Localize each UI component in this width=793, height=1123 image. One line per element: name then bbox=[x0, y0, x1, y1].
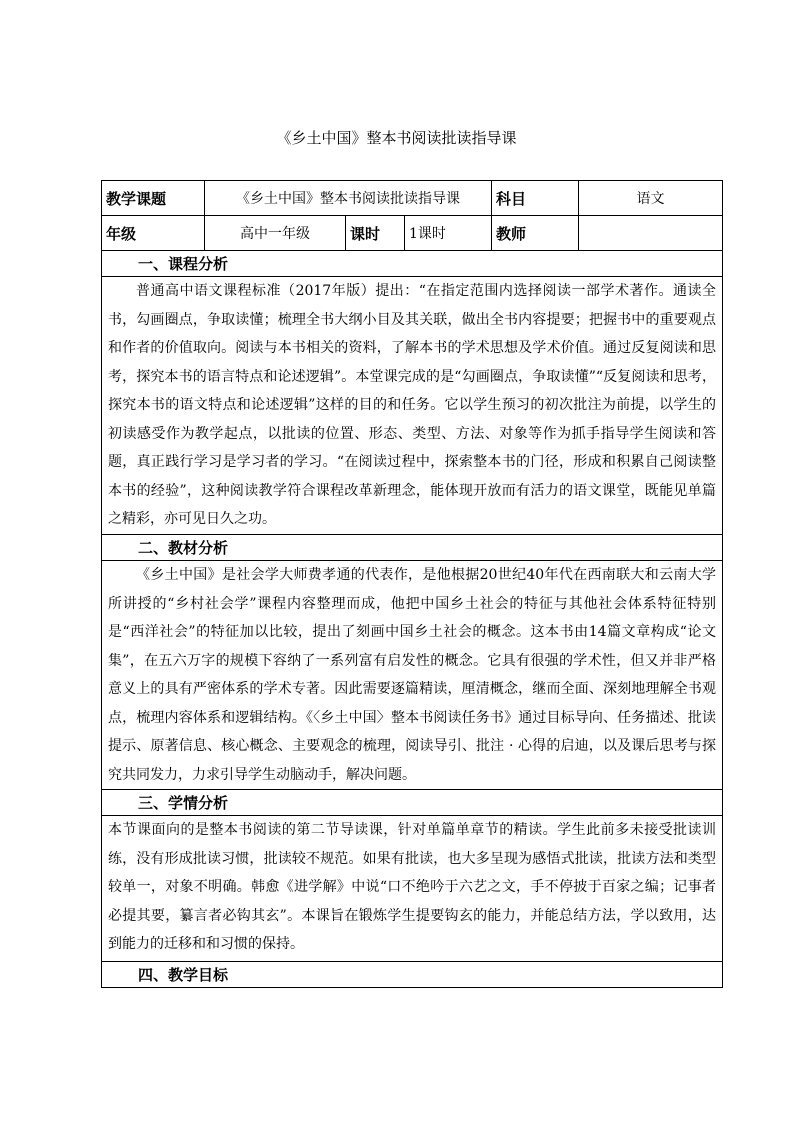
course-analysis-text: 普通高中语文课程标准（2017年版）提出：“在指定范围内选择阅读一部学术著作。通读全书，勾画圈点，争取读懂；梳理全书大纲小目及其关联，做出全书内容提要；把握书中的重要观点和作者的价值取向。阅读与本书相关的资料，了解本书的学术思想及学术价值。通过反复阅读和思考，探究本书的语言特点和论述逻辑”。本堂课完成的是“勾画圈点，争取读懂”“反复阅读和思考，探究本书的语文特点和论述逻辑”这样的目的和任务。它以学生预习的初次批注为前提，以学生的初读感受作为教学起点，以批读的位置、形态、类型、方法、对象等作为抓手指导学生阅读和答题，真正践行学习是学习者的学习。“在阅读过程中，探索整本书的门径，形成和积累自己阅读整本书的经验”，这种阅读教学符合课程改革新理念，能体现开放而有活力的语文课堂，既能见单篇之精彩，亦可见日久之功。 bbox=[102, 277, 723, 535]
section-body-row bbox=[102, 277, 723, 535]
topic-value: 《乡土中国》整本书阅读批读指导课 bbox=[205, 181, 492, 216]
topic-label: 教学课题 bbox=[102, 181, 205, 216]
grade-value: 高中一年级 bbox=[205, 216, 346, 251]
student-analysis-text: 本节课面向的是整本书阅读的第二节导读课，针对单篇单章节的精读。学生此前多未接受批读训练，没有形成批读习惯，批读较不规范。如果有批读，也大多呈现为感悟式批读，批读方法和类型较单一，对象不明确。韩愈《进学解》中说“口不绝吟于六艺之文，手不停披于百家之编；记事者必提其要，纂言者必钩其玄”。本课旨在锻炼学生提要钩玄的能力，并能总结方法，学以致用，达到能力的迁移和和习惯的保持。 bbox=[102, 816, 723, 962]
hours-value: 1课时 bbox=[405, 216, 492, 251]
section-heading-row bbox=[102, 790, 723, 816]
document-title: 《乡土中国》整本书阅读批读指导课 bbox=[276, 129, 517, 147]
section-heading-row bbox=[102, 251, 723, 277]
grade-label: 年级 bbox=[102, 216, 205, 251]
material-analysis-heading: 二、教材分析 bbox=[102, 535, 723, 561]
subject-value: 语文 bbox=[579, 181, 723, 216]
teacher-value bbox=[579, 216, 723, 251]
section-heading-row bbox=[102, 535, 723, 561]
subject-label: 科目 bbox=[492, 181, 579, 216]
hours-label: 课时 bbox=[346, 216, 405, 251]
info-row-grade bbox=[102, 216, 723, 251]
teaching-goals-heading: 四、教学目标 bbox=[102, 962, 723, 988]
section-heading-row bbox=[102, 962, 723, 988]
course-analysis-heading: 一、课程分析 bbox=[102, 251, 723, 277]
info-row-topic bbox=[102, 181, 723, 216]
lesson-plan-table bbox=[101, 180, 723, 988]
student-analysis-heading: 三、学情分析 bbox=[102, 790, 723, 816]
section-body-row bbox=[102, 561, 723, 790]
material-analysis-text: 《乡土中国》是社会学大师费孝通的代表作，是他根据20世纪40年代在西南联大和云南大学所讲授的“乡村社会学”课程内容整理而成，他把中国乡土社会的特征与其他社会体系特征特别是“西洋社会”的特征加以比较，提出了刻画中国乡土社会的概念。这本书由14篇文章构成“论文集”，在五六万字的规模下容纳了一系列富有启发性的概念。它具有很强的学术性，但又并非严格意义上的具有严密体系的学术专著。因此需要逐篇精读，厘清概念，继而全面、深刻地理解全书观点，梳理内容体系和逻辑结构。《〈乡土中国〉整本书阅读任务书》通过目标导向、任务描述、批读提示、原著信息、核心概念、主要观念的梳理，阅读导引、批注 · 心得的启迪，以及课后思考与探究共同发力，力求引导学生动脑动手，解决问题。 bbox=[102, 561, 723, 790]
teacher-label: 教师 bbox=[492, 216, 579, 251]
section-body-row bbox=[102, 816, 723, 962]
